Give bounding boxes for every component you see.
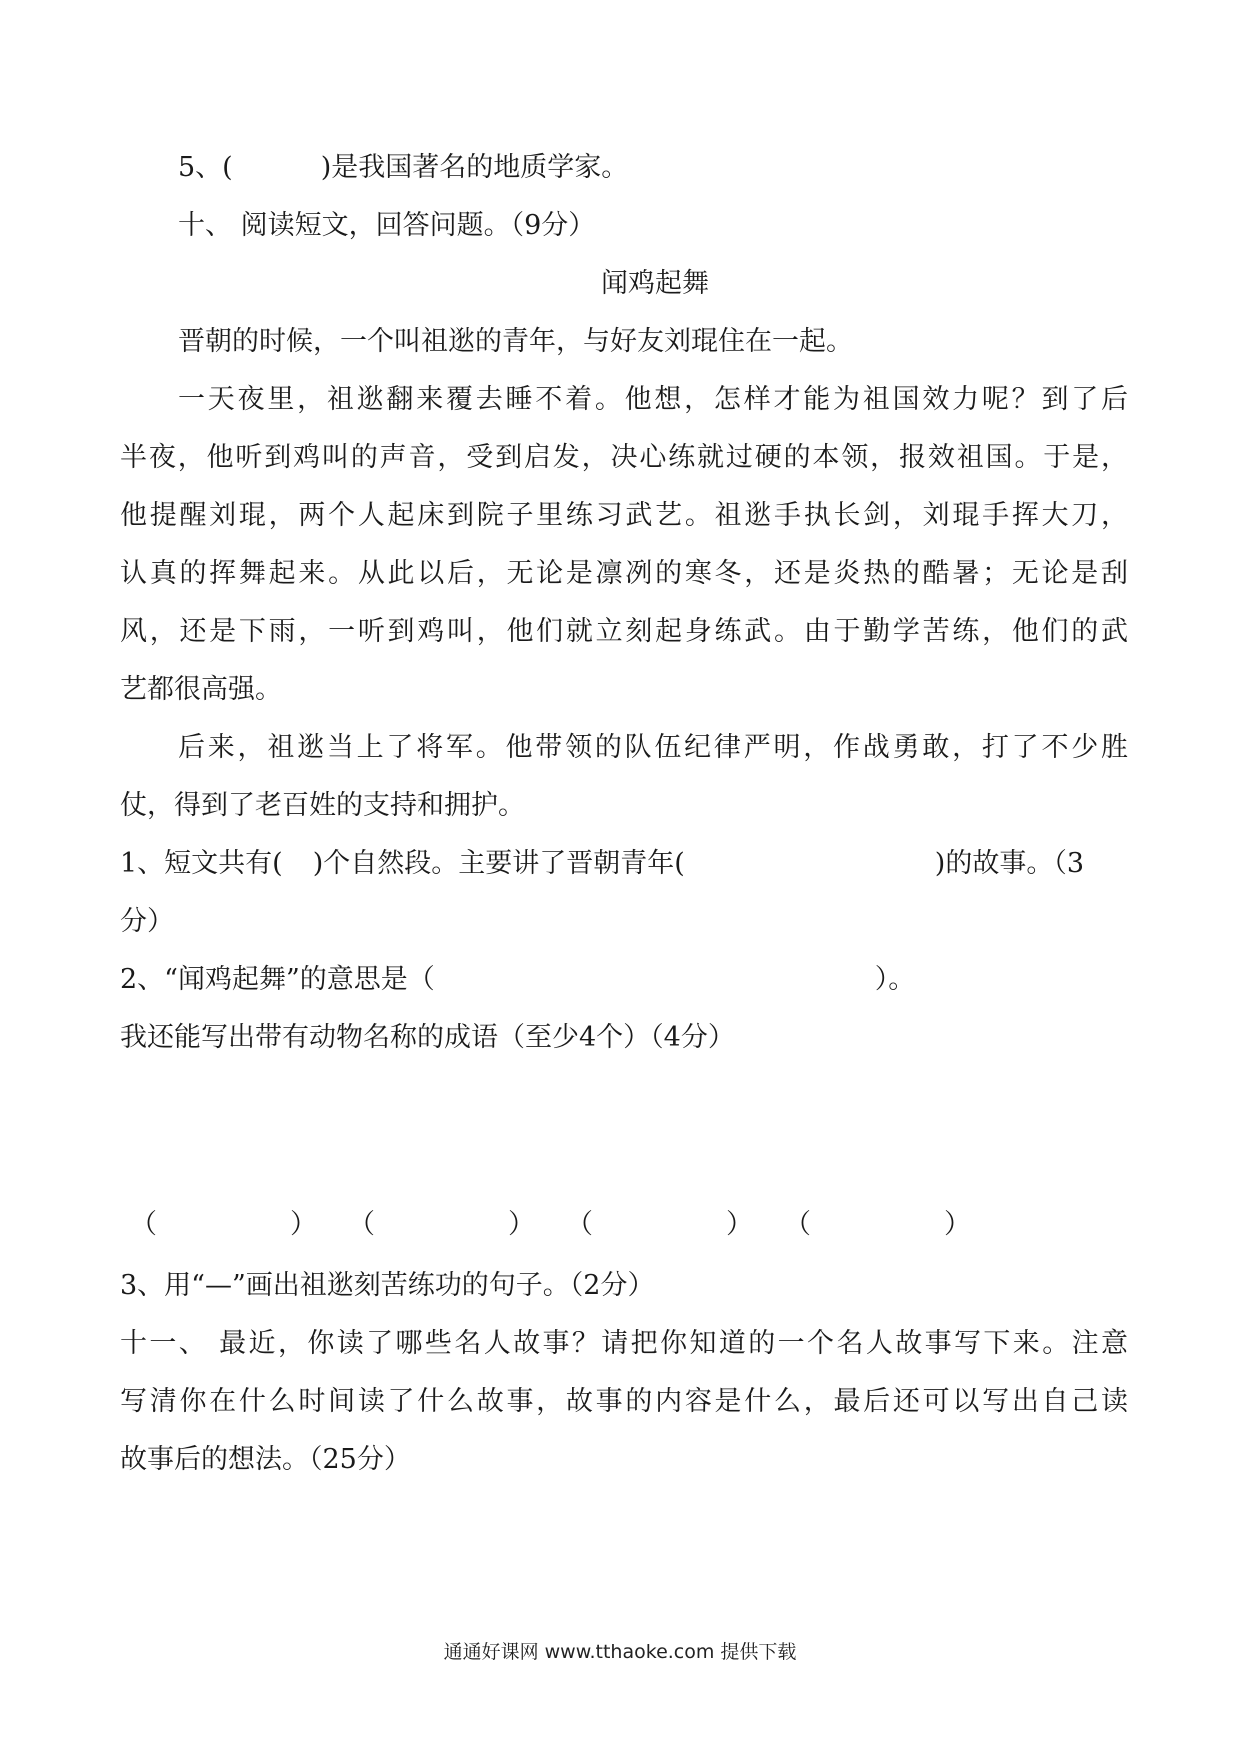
q10-question-1-line-2: 分） bbox=[120, 906, 174, 937]
q10-question-1: 1、短文共有( )个自然段。主要讲了晋朝青年( )的故事。（3 bbox=[120, 848, 1085, 879]
story-paragraph-2-line-5: 风，还是下雨，一听到鸡叫，他们就立刻起身练武。由于勤学苦练，他们的武 bbox=[120, 616, 1128, 647]
story-paragraph-2-line-4: 认真的挥舞起来。从此以后，无论是凛冽的寒冬，还是炎热的酷暑；无论是刮 bbox=[120, 558, 1128, 589]
story-paragraph-2-line-1: 一天夜里，祖逖翻来覆去睡不着。他想，怎样才能为祖国效力呢？到了后 bbox=[178, 384, 1128, 415]
q11-line-3: 故事后的想法。（25分） bbox=[120, 1444, 411, 1475]
q9-item5: 5、( )是我国著名的地质学家。 bbox=[178, 152, 629, 183]
story-paragraph-2-line-3: 他提醒刘琨，两个人起床到院子里练习武艺。祖逖手执长剑，刘琨手挥大刀， bbox=[120, 500, 1128, 531]
page-footer: 通通好课网 www.tthaoke.com 提供下载 bbox=[443, 1641, 797, 1663]
q10-idiom-prompt: 我还能写出带有动物名称的成语（至少4个）（4分） bbox=[120, 1022, 735, 1053]
q10-question-2: 2、“闻鸡起舞”的意思是（ ）。 bbox=[120, 964, 916, 995]
idiom-answer-row: （ ） （ ） （ ） （ ） bbox=[130, 1209, 971, 1240]
story-paragraph-1: 晋朝的时候，一个叫祖逖的青年，与好友刘琨住在一起。 bbox=[178, 326, 853, 357]
story-paragraph-2-line-6: 艺都很高强。 bbox=[120, 674, 282, 705]
q11-line-1: 十一、 最近，你读了哪些名人故事？请把你知道的一个名人故事写下来。注意 bbox=[120, 1328, 1128, 1359]
q11-line-2: 写清你在什么时间读了什么故事，故事的内容是什么，最后还可以写出自己读 bbox=[120, 1386, 1128, 1417]
q10-question-3: 3、用“—”画出祖逖刻苦练功的句子。（2分） bbox=[120, 1270, 655, 1301]
q10-heading: 十、 阅读短文，回答问题。（9分） bbox=[178, 210, 596, 241]
story-paragraph-2-line-2: 半夜，他听到鸡叫的声音，受到启发，决心练就过硬的本领，报效祖国。于是， bbox=[120, 442, 1128, 473]
story-paragraph-3-line-2: 仗，得到了老百姓的支持和拥护。 bbox=[120, 790, 525, 821]
story-paragraph-3-line-1: 后来，祖逖当上了将军。他带领的队伍纪律严明，作战勇敢，打了不少胜 bbox=[178, 732, 1128, 763]
story-title: 闻鸡起舞 bbox=[601, 268, 709, 299]
